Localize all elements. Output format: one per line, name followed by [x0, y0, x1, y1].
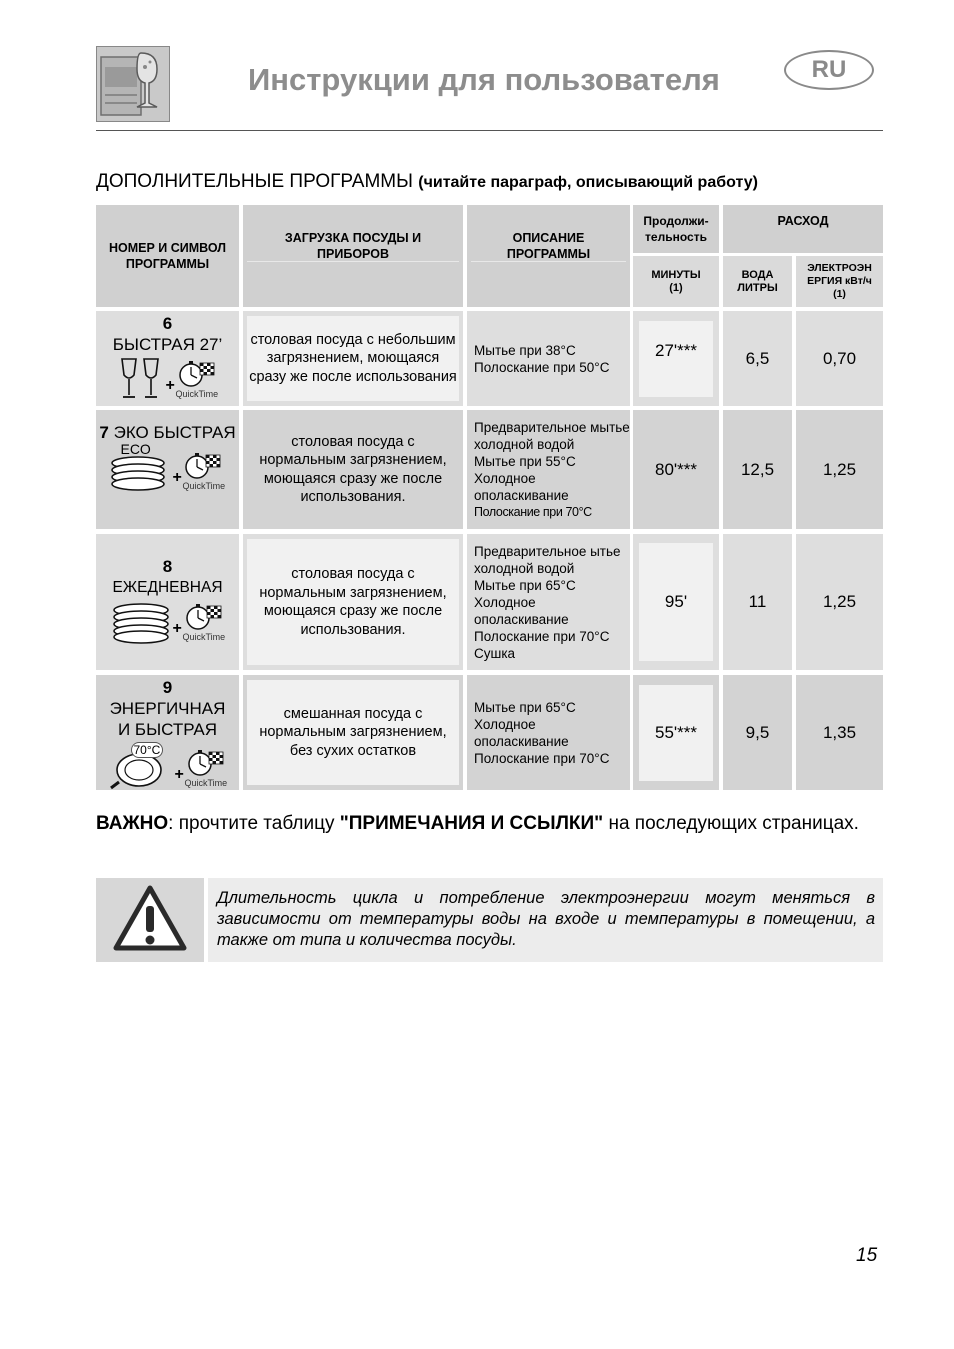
- table-row-minutes: [633, 675, 719, 790]
- quicktime-badge: [173, 602, 225, 644]
- description-line: Полоскание при 70°С: [474, 504, 592, 519]
- warning-text: Длительность цикла и потребление электроэнергии могут меняться в зависимости от температуры воды на входе и температуры в помещении, а также от типа и количества посуды.: [217, 889, 875, 949]
- description-line: Полоскание при 50°С: [474, 359, 610, 375]
- description-line: Холодное ополаскивание: [474, 716, 569, 749]
- header-energy-label: ЭЛЕКТРОЭН ЕРГИЯ кВт/ч (1): [807, 262, 872, 300]
- important-text-after: на последующих страницах.: [603, 813, 859, 834]
- table-row-water: 6,5: [723, 311, 792, 406]
- table-row-water: 11: [723, 534, 792, 670]
- page-header-title: Инструкции для пользователя: [248, 62, 720, 97]
- description-line: Холодное ополаскивание: [474, 470, 569, 503]
- header-load-label: ЗАГРУЗКА ПОСУДЫ И ПРИБОРОВ: [284, 231, 422, 261]
- stopwatch-flag-icon: [183, 602, 223, 632]
- description-line: холодной водой: [474, 436, 575, 452]
- table-row-load: [243, 534, 463, 670]
- minutes-value: 95': [639, 543, 713, 661]
- page-number: 15: [856, 1245, 878, 1266]
- eco-label: ECO: [120, 441, 151, 457]
- table-row-program: [96, 675, 239, 790]
- program-name: БЫСТРАЯ 27’: [112, 335, 223, 354]
- table-row-minutes: [633, 311, 719, 406]
- wine-glasses-icon: [118, 357, 164, 401]
- table-row-energy: 1,25: [796, 534, 883, 670]
- stopwatch-flag-icon: [185, 748, 225, 778]
- section-heading: [96, 171, 758, 193]
- description-line: Мытье при 65°С: [474, 699, 576, 715]
- stopwatch-flag-icon: [176, 359, 216, 389]
- load-text: смешанная посуда с нормальным загрязнением, без сухих остатков: [247, 680, 459, 785]
- table-row-minutes: [633, 534, 719, 670]
- description-line: Мытье при 65°С: [474, 577, 576, 593]
- program-number: 6: [162, 314, 173, 333]
- program-number: 7: [99, 423, 109, 442]
- load-text: столовая посуда с нормальным загрязнением, моющаяся сразу же после использования.: [247, 539, 459, 665]
- quicktime-label: QuickTime: [175, 389, 219, 399]
- table-row-water: 12,5: [723, 410, 792, 529]
- table-row-program: [96, 311, 239, 406]
- description-line: Мытье при 38°С: [474, 342, 576, 358]
- description-line: Холодное ополаскивание: [474, 594, 569, 627]
- important-text-before: : прочтите таблицу: [168, 813, 340, 834]
- header-description: [467, 205, 630, 307]
- plus-icon: +: [172, 620, 182, 637]
- description-line: Предварительное ытье: [474, 543, 621, 559]
- quicktime-label: QuickTime: [182, 632, 226, 642]
- table-row-minutes: 80'***: [633, 410, 719, 529]
- minutes-value: 27'***: [639, 321, 713, 397]
- header-energy: [796, 256, 883, 307]
- important-note: [96, 812, 873, 835]
- temperature-label: 70°C: [131, 742, 164, 758]
- program-name: ЭКО БЫСТРАЯ: [113, 423, 236, 442]
- table-row-water: 9,5: [723, 675, 792, 790]
- program-number: 9: [162, 678, 173, 697]
- plus-icon: +: [174, 766, 184, 783]
- header-minutes-label: МИНУТЫ (1): [651, 268, 701, 294]
- language-badge: RU: [784, 50, 874, 90]
- quicktime-badge: [172, 451, 224, 493]
- program-name: ЭНЕРГИЧНАЯ И БЫСТРАЯ: [109, 699, 226, 739]
- description-line: холодной водой: [474, 560, 575, 576]
- program-number: 8: [162, 557, 173, 576]
- header-duration: [633, 205, 719, 253]
- description-line: Полоскание при 70°С: [474, 750, 610, 766]
- header-program: НОМЕР И СИМВОЛ ПРОГРАММЫ: [96, 205, 239, 307]
- table-row-energy: 1,35: [796, 675, 883, 790]
- quicktime-label: QuickTime: [182, 481, 226, 491]
- warning-triangle-icon: [96, 878, 204, 962]
- quicktime-badge: [175, 748, 227, 790]
- load-text: столовая посуда с нормальным загрязнением, моющаяся сразу же после использования.: [259, 433, 447, 505]
- table-row-energy: 1,25: [796, 410, 883, 529]
- description-line: Сушка: [474, 645, 516, 661]
- plus-icon: +: [172, 469, 182, 486]
- stacked-plates-icon: [111, 602, 171, 644]
- header-minutes: [633, 256, 719, 307]
- important-label: ВАЖНО: [96, 813, 169, 834]
- intensive-pan-icon: [109, 740, 173, 790]
- load-text: столовая посуда с небольшим загрязнением, моющаяся сразу же после использования: [247, 316, 459, 401]
- table-row-program: [96, 534, 239, 670]
- table-row-description: [467, 534, 630, 670]
- description-line: Мытье при 55°С: [474, 453, 576, 469]
- warning-icon-panel: [96, 878, 204, 962]
- dishwasher-glass-icon: [97, 47, 169, 121]
- description-line: Предварительное мытье: [474, 419, 630, 435]
- header-consumption: РАСХОД: [723, 205, 883, 253]
- quicktime-label: QuickTime: [184, 778, 228, 788]
- header-water: [723, 256, 792, 307]
- important-table-name: "ПРИМЕЧАНИЯ И ССЫЛКИ": [339, 813, 604, 834]
- quicktime-badge: [166, 359, 218, 401]
- header-divider: [96, 130, 883, 131]
- table-row-load: [243, 311, 463, 406]
- table-row-load: [243, 675, 463, 790]
- header-description-label: ОПИСАНИЕ ПРОГРАММЫ: [506, 231, 591, 261]
- eco-plates-icon: [110, 441, 170, 493]
- table-row-description: [467, 311, 630, 406]
- description-line: Полоскание при 70°С: [474, 628, 610, 644]
- table-row-energy: 0,70: [796, 311, 883, 406]
- table-row-description: [467, 675, 630, 790]
- header-duration-label: Продолжи-тельность: [643, 214, 709, 244]
- header-water-label: ВОДА ЛИТРЫ: [737, 268, 778, 294]
- table-row-program: [96, 410, 239, 529]
- manual-logo: [96, 46, 170, 122]
- plus-icon: +: [165, 377, 175, 394]
- program-name: ЕЖЕДНЕВНАЯ: [112, 579, 223, 596]
- stopwatch-flag-icon: [182, 451, 222, 481]
- section-title: ДОПОЛНИТЕЛЬНЫЕ ПРОГРАММЫ: [96, 171, 413, 192]
- minutes-value: 55'***: [639, 685, 713, 781]
- table-row-description: [467, 410, 630, 529]
- table-row-load: [243, 410, 463, 529]
- header-load: [243, 205, 463, 307]
- section-subtitle: (читайте параграф, описывающий работу): [418, 174, 758, 191]
